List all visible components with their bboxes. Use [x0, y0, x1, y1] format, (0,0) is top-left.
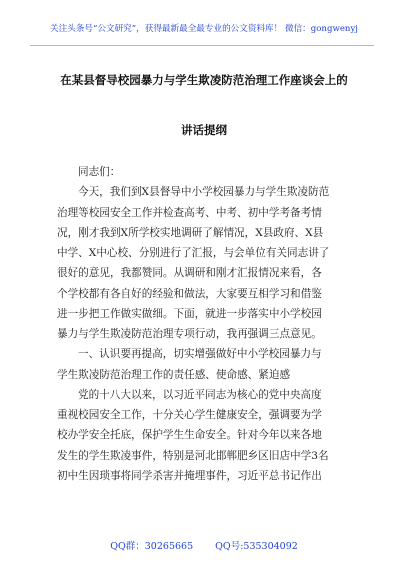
document-subtitle: 讲话提纲 [181, 123, 227, 137]
body-line: 个学校都有各自好的经验和做法，大家要互相学习和借鉴 [57, 287, 322, 300]
body-line: 进一步把工作做实做细。下面，就进一步落实中小学校园 [57, 307, 322, 320]
section-heading-line: 学生欺凌防范治理工作的责任感、使命感、紧迫感 [57, 368, 291, 381]
body-line: 初中生因琐事将同学杀害并掩埋事件，习近平总书记作出 [57, 469, 322, 482]
body-line: 党的十八大以来，以习近平同志为核心的党中央高度 [78, 388, 322, 401]
body-line: 今天，我们到X县督导中小学校园暴力与学生欺凌防范 [78, 186, 330, 199]
footer-contact [0, 538, 408, 552]
document-title: 在某县督导校园暴力与学生欺凌防范治理工作座谈会上的 [60, 73, 348, 87]
body-line: 很好的意见，我都赞同。从调研和刚才汇报情况来看，各 [57, 267, 322, 280]
body-line: 同志们： [78, 166, 121, 178]
qq-group-text: QQ群：30265665 [110, 541, 194, 552]
header-divider [30, 45, 374, 46]
header-promo-text: 关注头条号“公文研究”，获得最新最全最专业的公文资料库！ 微信：gongwenyj [50, 24, 358, 34]
body-line: 况，刚才我到X所学校实地调研了解情况，X县政府、X县 [57, 226, 324, 239]
body-line: 校办学安全托底，保护学生生命安全。针对今年以来各地 [57, 429, 322, 442]
document-body [57, 162, 357, 486]
body-line: 中学、X中心校、分别进行了汇报，与会单位有关同志讲了 [57, 247, 330, 259]
section-heading-line: 一、认识要再提高，切实增强做好中小学校园暴力与 [78, 348, 322, 361]
body-line: 暴力与学生欺凌防范治理专项行动，我再强调三点意见。 [57, 328, 322, 340]
body-line: 重视校园安全工作，十分关心学生健康安全，强调要为学 [57, 409, 322, 421]
body-line: 发生的学生欺凌事件，特别是河北邯郸肥乡区旧店中学3名 [57, 449, 329, 462]
qq-number-text: QQ号:535304092 [215, 541, 298, 552]
body-line: 治理等校园安全工作并检查高考、中考、初中学考备考情 [57, 206, 322, 219]
